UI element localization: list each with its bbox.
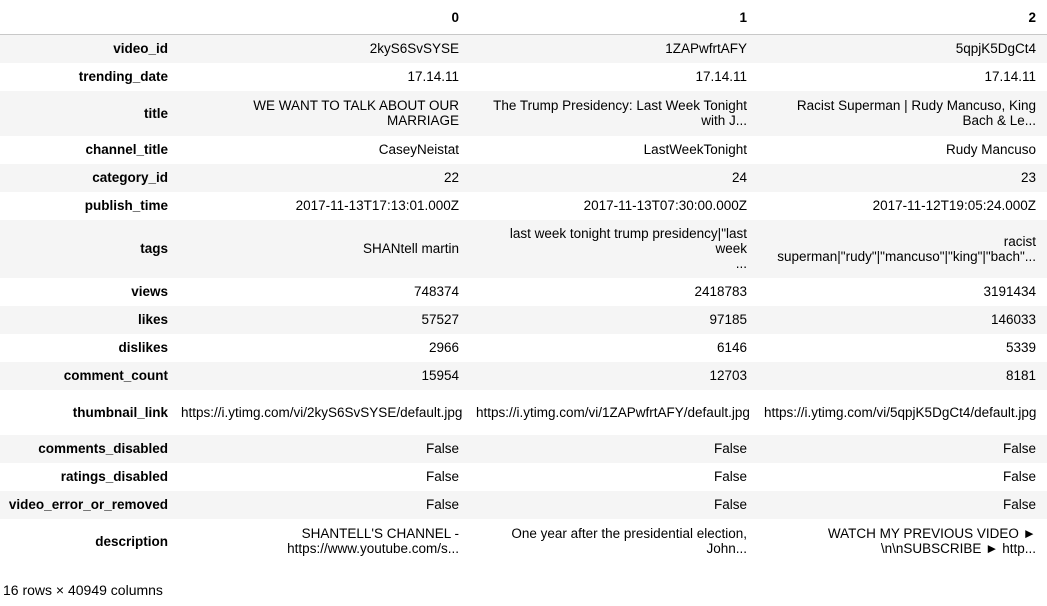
table-cell: https://i.ytimg.com/vi/2kyS6SvSYSE/default.jpg bbox=[181, 404, 463, 420]
table-cell: 17.14.11 bbox=[695, 69, 747, 84]
row-label: tags bbox=[140, 241, 168, 256]
table-row bbox=[0, 519, 1047, 564]
row-label: likes bbox=[137, 312, 168, 327]
table-cell: https://i.ytimg.com/vi/5qpjK5DgCt4/default.jpg bbox=[764, 404, 1037, 420]
table-cell: 17.14.11 bbox=[984, 69, 1036, 84]
table-cell: 2017-11-12T19:05:24.000Z bbox=[872, 198, 1036, 213]
table-cell: LastWeekTonight bbox=[643, 142, 747, 157]
row-label: channel_title bbox=[85, 142, 168, 157]
column-header: 2 bbox=[758, 0, 1047, 35]
table-cell: The Trump Presidency: Last Week Tonight with J... bbox=[493, 98, 747, 128]
row-label: dislikes bbox=[118, 340, 168, 355]
table-cell: 8181 bbox=[1005, 368, 1036, 383]
row-label: title bbox=[143, 105, 168, 121]
table-cell: last week tonight trump presidency|"last week ... bbox=[509, 226, 747, 271]
column-header: 1 bbox=[470, 0, 758, 35]
table-row bbox=[0, 334, 1047, 362]
table-cell: False bbox=[425, 497, 459, 512]
table-row bbox=[0, 491, 1047, 519]
table-cell: 57527 bbox=[421, 312, 459, 327]
row-label: video_id bbox=[113, 41, 168, 57]
table-cell: 2017-11-13T17:13:01.000Z bbox=[295, 198, 459, 213]
table-cell: False bbox=[1002, 441, 1036, 456]
table-cell: One year after the presidential election, John... bbox=[511, 526, 747, 556]
table-cell: SHANTELL'S CHANNEL - https://www.youtube.com/s... bbox=[287, 526, 459, 556]
table-cell: 2966 bbox=[428, 340, 459, 355]
table-cell: 146033 bbox=[990, 312, 1036, 327]
table-cell: 97185 bbox=[709, 312, 747, 327]
table-row bbox=[0, 362, 1047, 390]
row-label: comments_disabled bbox=[38, 441, 168, 456]
table-cell: False bbox=[1002, 497, 1036, 512]
table-cell: 6146 bbox=[716, 340, 747, 355]
row-label: trending_date bbox=[78, 69, 168, 84]
table-row bbox=[0, 278, 1047, 306]
table-row bbox=[0, 463, 1047, 491]
table-cell: 2418783 bbox=[694, 284, 747, 299]
table-cell: 23 bbox=[1020, 170, 1036, 185]
row-label: category_id bbox=[92, 170, 168, 185]
table-cell: 17.14.11 bbox=[407, 69, 459, 84]
table-cell: 22 bbox=[443, 170, 459, 185]
index-header-blank bbox=[0, 0, 175, 35]
row-label: views bbox=[131, 284, 168, 299]
table-cell: 2kyS6SvSYSE bbox=[369, 41, 459, 57]
table-row bbox=[0, 306, 1047, 334]
table-cell: False bbox=[425, 469, 459, 484]
table-cell: WE WANT TO TALK ABOUT OUR MARRIAGE bbox=[253, 98, 459, 128]
table-cell: 3191434 bbox=[983, 284, 1036, 299]
table-cell: racist superman|"rudy"|"mancuso"|"king"|"bach"... bbox=[777, 233, 1036, 264]
dataframe-shape-summary: 16 rows × 40949 columns bbox=[3, 582, 163, 598]
table-cell: False bbox=[425, 441, 459, 456]
table-cell: WATCH MY PREVIOUS VIDEO ► \n\nSUBSCRIBE ► http... bbox=[827, 526, 1036, 556]
table-row bbox=[0, 136, 1047, 164]
table-cell: 15954 bbox=[421, 368, 459, 383]
table-row bbox=[0, 220, 1047, 278]
table-cell: 748374 bbox=[413, 284, 459, 299]
table-cell: False bbox=[713, 441, 747, 456]
row-label: video_error_or_removed bbox=[8, 497, 168, 512]
row-label: thumbnail_link bbox=[72, 404, 168, 420]
table-cell: 24 bbox=[731, 170, 747, 185]
table-cell: 12703 bbox=[709, 368, 747, 383]
table-row bbox=[0, 390, 1047, 435]
table-cell: CaseyNeistat bbox=[378, 142, 459, 157]
table-cell: 5339 bbox=[1005, 340, 1036, 355]
table-cell: Rudy Mancuso bbox=[945, 142, 1036, 157]
table-cell: False bbox=[1002, 469, 1036, 484]
row-label: ratings_disabled bbox=[60, 469, 168, 484]
table-row bbox=[0, 435, 1047, 463]
row-label: publish_time bbox=[84, 198, 168, 213]
table-cell: 1ZAPwfrtAFY bbox=[665, 41, 747, 57]
table-row bbox=[0, 192, 1047, 220]
table-cell: False bbox=[713, 497, 747, 512]
table-cell: Racist Superman | Rudy Mancuso, King Bach & Le... bbox=[796, 98, 1036, 128]
row-label: comment_count bbox=[63, 368, 168, 383]
table-cell: 2017-11-13T07:30:00.000Z bbox=[583, 198, 747, 213]
table-row bbox=[0, 164, 1047, 192]
table-cell: False bbox=[713, 469, 747, 484]
header-row bbox=[0, 0, 1047, 35]
table-cell: SHANtell martin bbox=[362, 241, 459, 256]
table-cell: 5qpjK5DgCt4 bbox=[955, 41, 1036, 57]
row-label: description bbox=[95, 533, 168, 549]
table-row bbox=[0, 63, 1047, 91]
table-row bbox=[0, 91, 1047, 136]
column-header: 0 bbox=[175, 0, 470, 35]
table-cell: https://i.ytimg.com/vi/1ZAPwfrtAFY/default.jpg bbox=[476, 404, 750, 420]
table-row bbox=[0, 35, 1047, 63]
